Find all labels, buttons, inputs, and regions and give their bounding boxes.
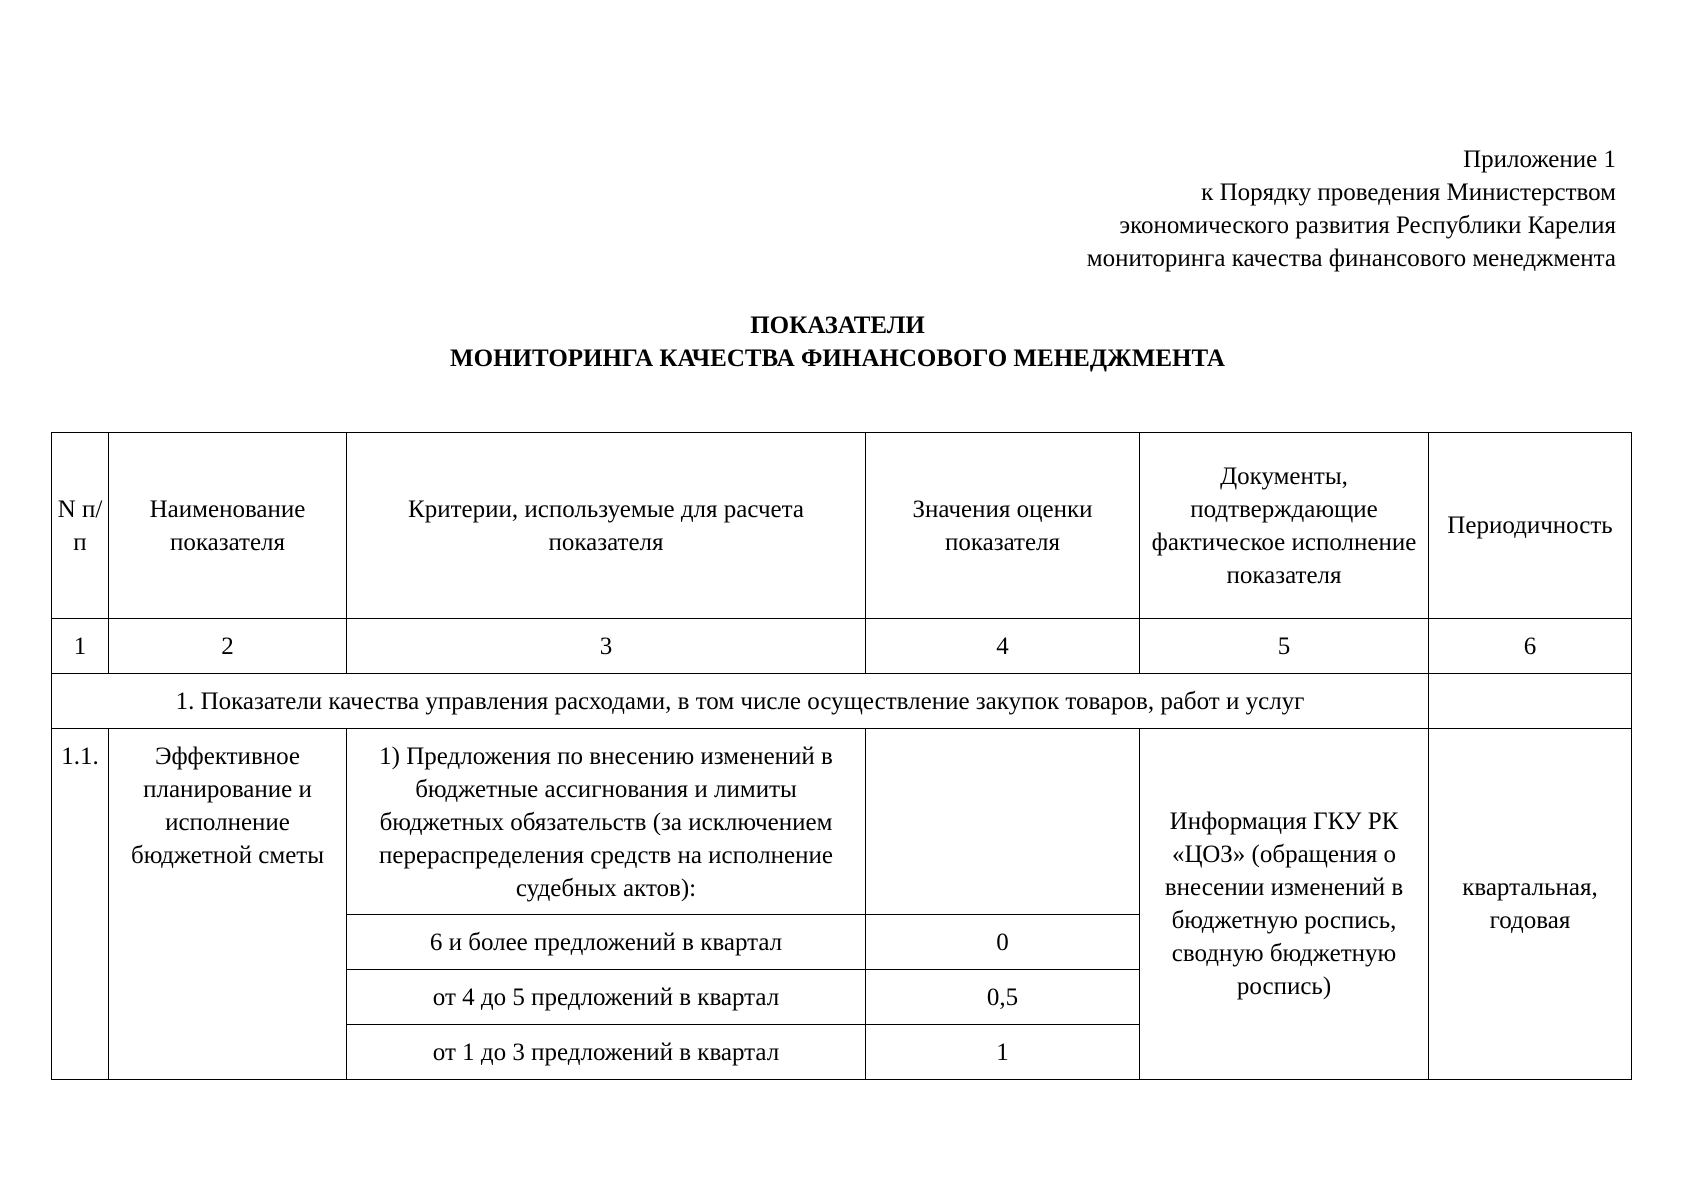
indicator-criterion-value-empty (866, 729, 1140, 915)
appendix-line: мониторинга качества финансового менеджмента (1086, 245, 1616, 272)
column-numbers-row (52, 619, 1632, 674)
column-number: 3 (347, 619, 866, 674)
option-value: 0,5 (866, 970, 1140, 1025)
indicator-periodicity: квартальная, годовая (1429, 729, 1632, 1080)
document-title (0, 309, 1675, 375)
indicator-row (52, 729, 1632, 915)
section-empty-cell (1429, 674, 1632, 729)
column-number: 1 (52, 619, 109, 674)
indicator-documents: Информация ГКУ РК «ЦОЗ» (обращения о внесении изменений в бюджетную роспись, сводную бюджетную роспись) (1140, 729, 1429, 1080)
header-periodicity: Периодичность (1429, 433, 1632, 619)
header-num: N п/п (52, 433, 109, 619)
appendix-line: экономического развития Республики Карелия (1119, 212, 1616, 239)
appendix-note (1087, 143, 1616, 275)
table-header-row (52, 433, 1632, 619)
header-name: Наименование показателя (109, 433, 347, 619)
option-criterion: от 4 до 5 предложений в квартал (347, 970, 866, 1025)
header-values: Значения оценки показателя (866, 433, 1140, 619)
option-criterion: 6 и более предложений в квартал (347, 915, 866, 970)
option-value: 1 (866, 1025, 1140, 1080)
indicator-num: 1.1. (52, 729, 109, 1080)
header-documents: Документы, подтверждающие фактическое исполнение показателя (1140, 433, 1429, 619)
title-line-1: ПОКАЗАТЕЛИ (750, 312, 925, 339)
title-line-2: МОНИТОРИНГА КАЧЕСТВА ФИНАНСОВОГО МЕНЕДЖМЕНТА (450, 345, 1225, 372)
column-number: 5 (1140, 619, 1429, 674)
indicator-name: Эффективное планирование и исполнение бюджетной сметы (109, 729, 347, 1080)
column-number: 2 (109, 619, 347, 674)
indicators-table (51, 432, 1632, 1080)
appendix-line: к Порядку проведения Министерством (1201, 179, 1616, 206)
column-number: 6 (1429, 619, 1632, 674)
header-criteria: Критерии, используемые для расчета показателя (347, 433, 866, 619)
column-number: 4 (866, 619, 1140, 674)
option-criterion: от 1 до 3 предложений в квартал (347, 1025, 866, 1080)
option-value: 0 (866, 915, 1140, 970)
indicator-criterion: 1) Предложения по внесению изменений в бюджетные ассигнования и лимиты бюджетных обязательств (за исключением перераспределения средств на исполнение судебных актов): (347, 729, 866, 915)
appendix-line: Приложение 1 (1463, 146, 1616, 173)
section-row (52, 674, 1632, 729)
section-title: 1. Показатели качества управления расходами, в том числе осуществление закупок товаров, работ и услуг (52, 674, 1429, 729)
